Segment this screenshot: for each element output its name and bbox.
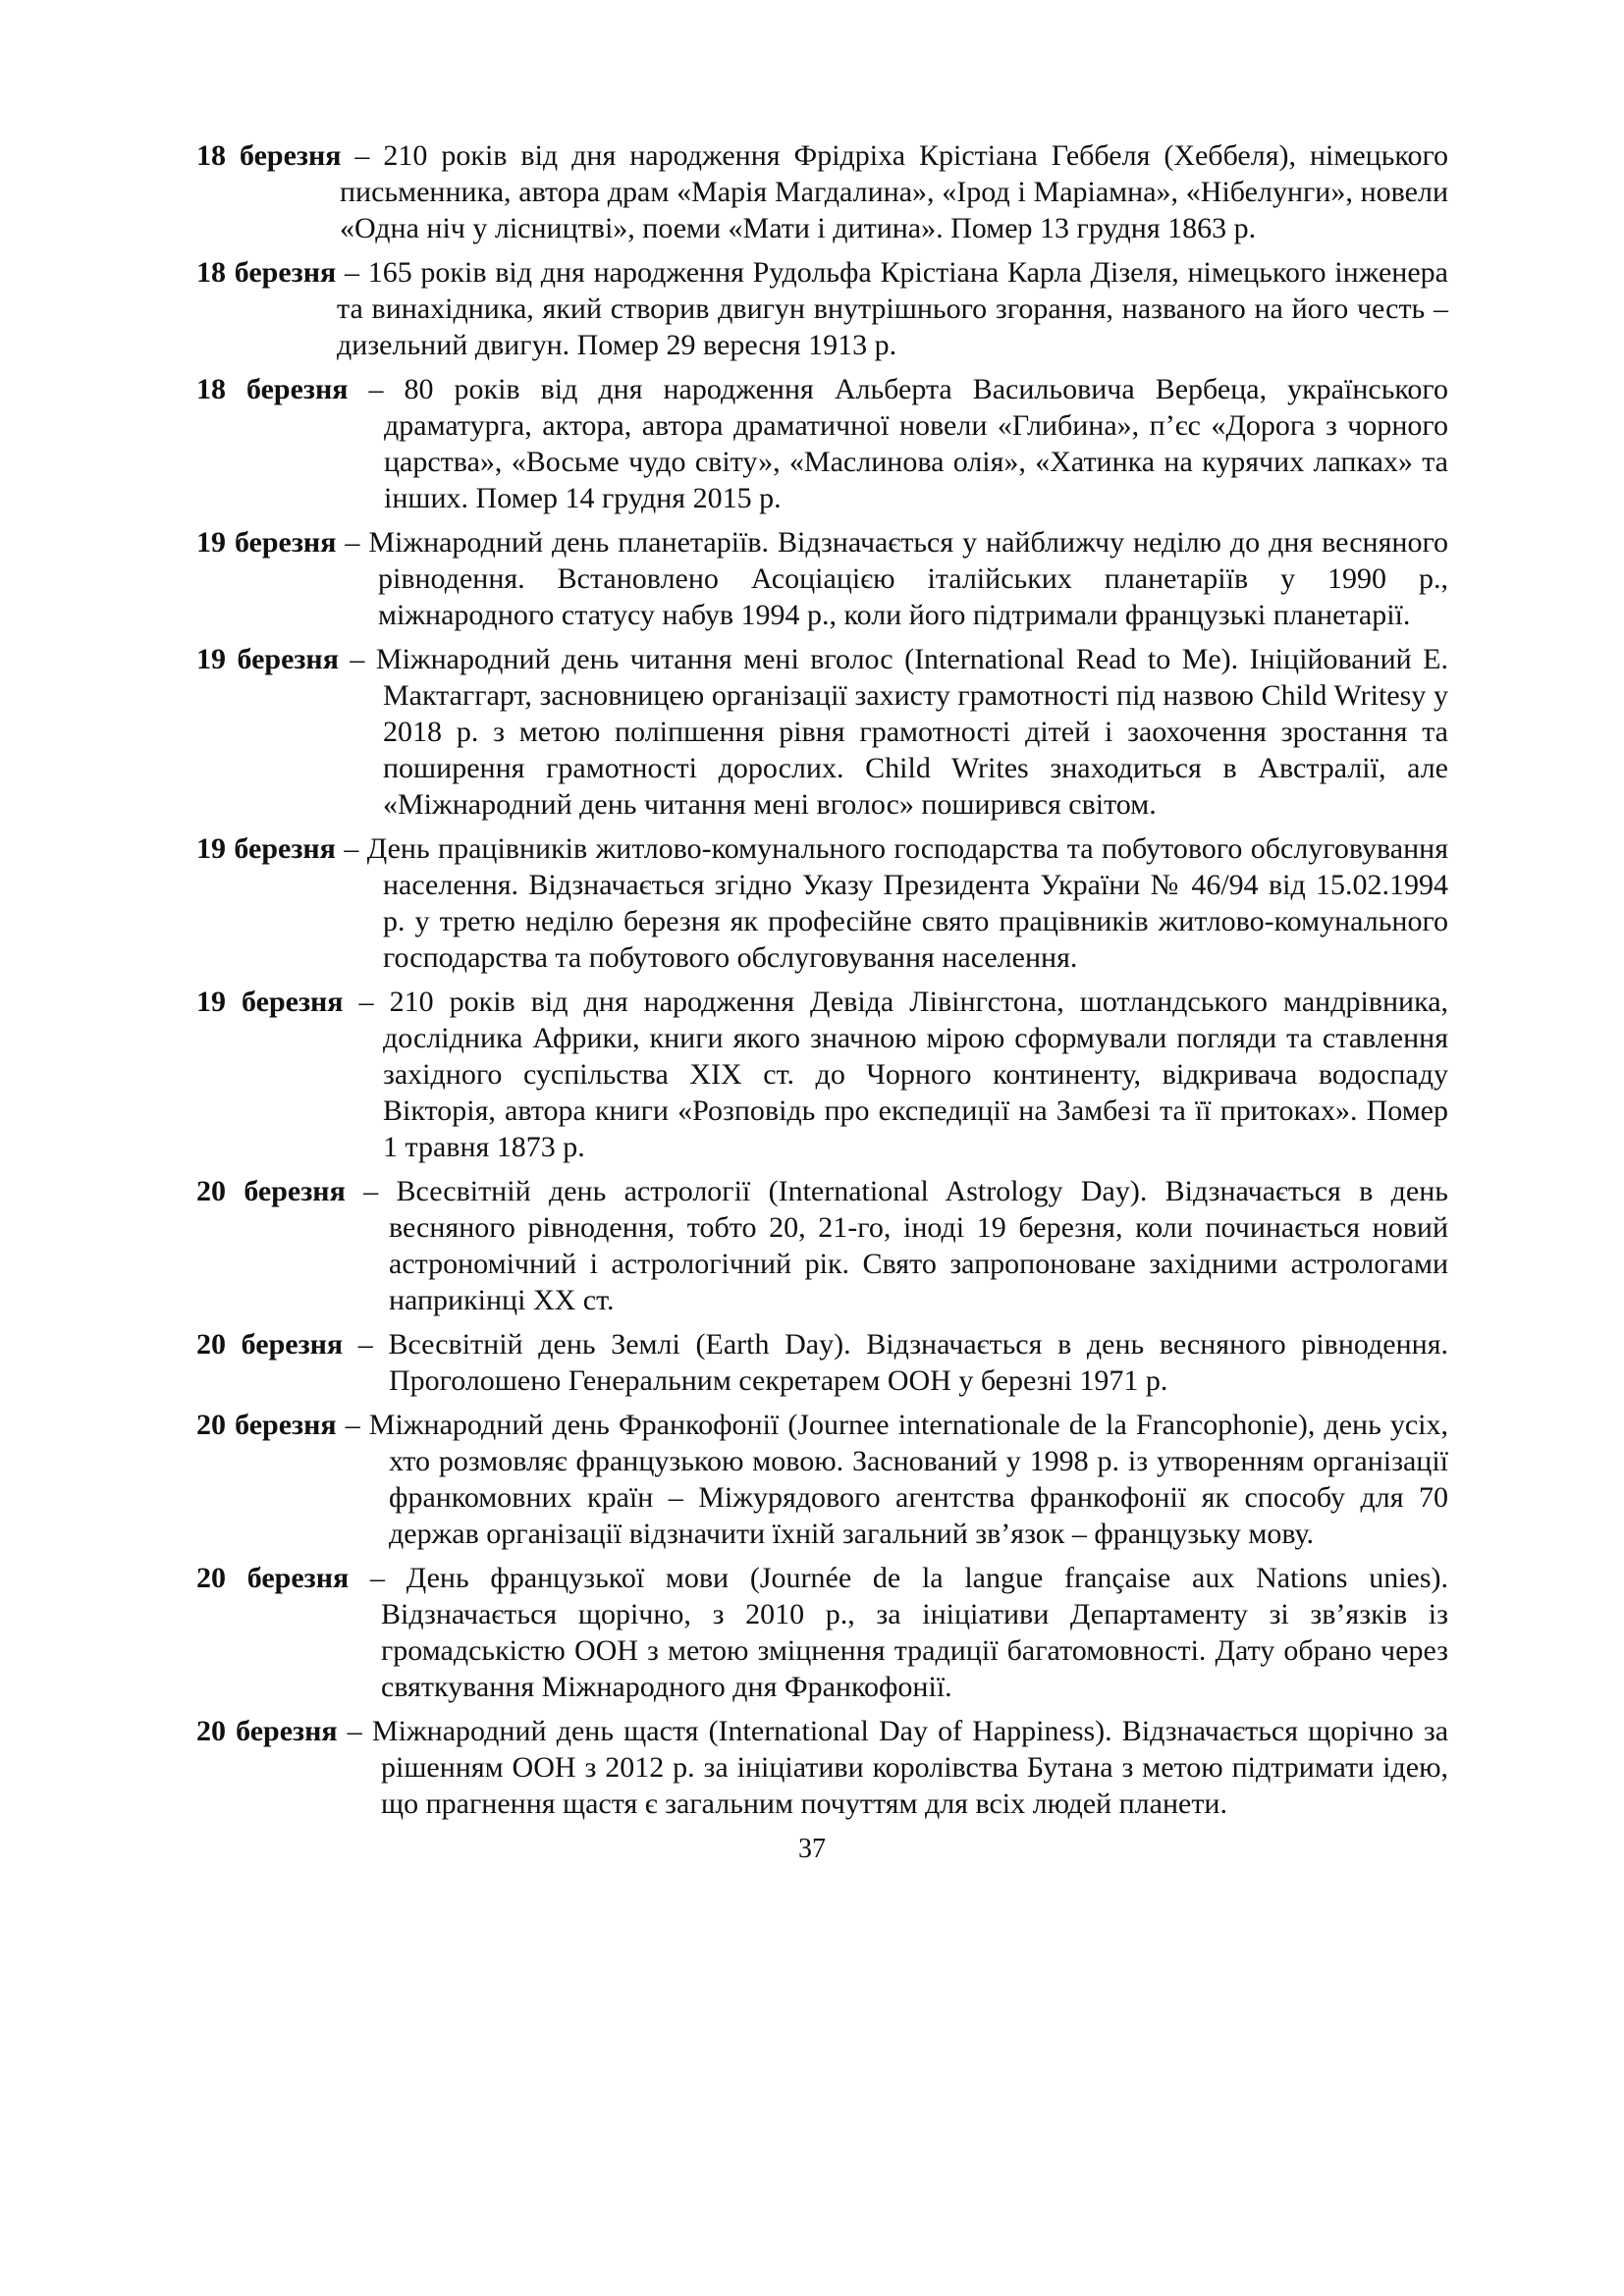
entry-separator: – xyxy=(335,832,367,865)
entry-date: 18 березня xyxy=(196,373,349,405)
entry-date: 20 березня xyxy=(196,1409,337,1441)
entry-separator: – xyxy=(337,1715,372,1747)
entry-text: 80 років від дня народження Альберта Васильовича Вербеца, українського драматурга, актора, автора драматичної новели «Глибина», п’єс «Дорога з чорного царства», «Восьме чудо світу», «Маслинова олія», «Хатинка на курячих лапках» та інших. Помер 14 грудня 2015 р. xyxy=(384,373,1448,514)
entry-date: 19 березня xyxy=(196,526,337,559)
entry-text: Міжнародний день планетаріїв. Відзначається у найближчу неділю до дня весняного рівнодення. Встановлено Асоціацією італійських планетаріїв у 1990 р., міжнародного статусу набув 1994 р., коли його підтримали французькі планетарії. xyxy=(368,526,1448,631)
entry-separator: – xyxy=(343,1328,389,1361)
document-body xyxy=(196,137,1448,1830)
calendar-entry xyxy=(196,254,1448,363)
entry-text: Міжнародний день Франкофонії (Journee internationale de la Francophonie), день усіх, хто розмовляє французькою мовою. Заснований у 1998 р. із утворенням організації франкомовних країн – Міжурядового агентства франкофонії як способу для 70 держав організації відзначити їхній загальний зв’язок – французьку мову. xyxy=(368,1409,1448,1550)
entry-date: 19 березня xyxy=(196,986,344,1018)
entry-date: 20 березня xyxy=(196,1715,338,1747)
calendar-entry xyxy=(196,1173,1448,1318)
entry-text: День працівників житлово-комунального господарства та побутового обслуговування населення. Відзначається згідно Указу Президента України № 46/94 від 15.02.1994 р. у третю неділю березня як професійне свято працівників житлово-комунального господарства та побутового обслуговування населення. xyxy=(366,832,1449,974)
entry-text: Всесвітній день Землі (Earth Day). Відзначається в день весняного рівнодення. Проголошено Генеральним секретарем ООН у березні 1971 р. xyxy=(388,1328,1449,1397)
entry-separator: – xyxy=(336,1409,369,1441)
entry-separator: – xyxy=(349,1562,406,1594)
calendar-entry xyxy=(196,371,1448,516)
entry-date: 18 березня xyxy=(196,139,342,172)
calendar-entry xyxy=(196,524,1448,633)
calendar-entry xyxy=(196,1713,1448,1822)
entry-date: 20 березня xyxy=(196,1328,344,1361)
entry-text: Міжнародний день читання мені вголос (International Read to Me). Ініційований Е. Мактаггарт, засновницею організації захисту грамотності під назвою Child Writesy у 2018 р. з метою поліпшення рівня грамотності дітей і заохочення зростання та поширення грамотності дорослих. Child Writes знаходиться в Австралії, але «Міжнародний день читання мені вголос» поширився світом. xyxy=(375,643,1448,821)
entry-text: Всесвітній день астрології (International Astrology Day). Відзначається в день весняного рівнодення, тобто 20, 21-го, іноді 19 березня, коли починається новий астрономічний і астрологічний рік. Свято запропоноване західними астрологами наприкінці XX ст. xyxy=(389,1175,1448,1316)
entry-date: 20 березня xyxy=(196,1562,350,1594)
entry-separator: – xyxy=(336,526,369,559)
calendar-entry xyxy=(196,1560,1448,1705)
entry-separator: – xyxy=(348,373,405,405)
calendar-entry xyxy=(196,641,1448,823)
calendar-entry xyxy=(196,1407,1448,1552)
entry-date: 19 березня xyxy=(196,643,339,675)
calendar-entry xyxy=(196,984,1448,1165)
entry-separator: – xyxy=(336,256,368,289)
page-number: 37 xyxy=(798,1834,826,1864)
entry-text: 165 років від дня народження Рудольфа Крістіана Карла Дізеля, німецького інженера та винахідника, який створив двигун внутрішнього згорання, названого на його честь – дизельний двигун. Помер 29 вересня 1913 р. xyxy=(337,256,1448,361)
entry-separator: – xyxy=(345,1175,397,1207)
calendar-entry xyxy=(196,830,1448,976)
entry-separator: – xyxy=(341,139,384,172)
calendar-entry xyxy=(196,1326,1448,1399)
entry-text: День французької мови (Journée de la langue française aux Nations unies). Відзначається щорічно, з 2010 р., за ініціативи Департаменту зі зв’язків із громадськістю ООН з метою зміцнення традиції багатомовності. Дату обрано через святкування Міжнародного дня Франкофонії. xyxy=(381,1562,1449,1703)
entry-text: Міжнародний день щастя (International Day of Happiness). Відзначається щорічно за рішенням ООН з 2012 р. за ініціативи королівства Бутана з метою підтримати ідею, що прагнення щастя є загальним почуттям для всіх людей планети. xyxy=(371,1715,1449,1820)
entry-text: 210 років від дня народження Девіда Лівінгстона, шотландського мандрівника, дослідника Африки, книги якого значною мірою сформували погляди та ставлення західного суспільства XIX ст. до Чорного континенту, відкривача водоспаду Вікторія, автора книги «Розповідь про експедиції на Замбезі та її притоках». Помер 1 травня 1873 р. xyxy=(383,986,1449,1163)
calendar-entry xyxy=(196,137,1448,246)
entry-date: 18 березня xyxy=(196,256,337,289)
entry-date: 20 березня xyxy=(196,1175,346,1207)
entry-separator: – xyxy=(338,643,376,675)
entry-date: 19 березня xyxy=(196,832,336,865)
entry-separator: – xyxy=(343,986,390,1018)
entry-text: 210 років від дня народження Фрідріха Крістіана Геббеля (Хеббеля), німецького письменника, автора драм «Марія Магдалина», «Ірод і Маріамна», «Нібелунги», новели «Одна ніч у лісництві», поеми «Мати і дитина». Помер 13 грудня 1863 р. xyxy=(340,139,1449,244)
